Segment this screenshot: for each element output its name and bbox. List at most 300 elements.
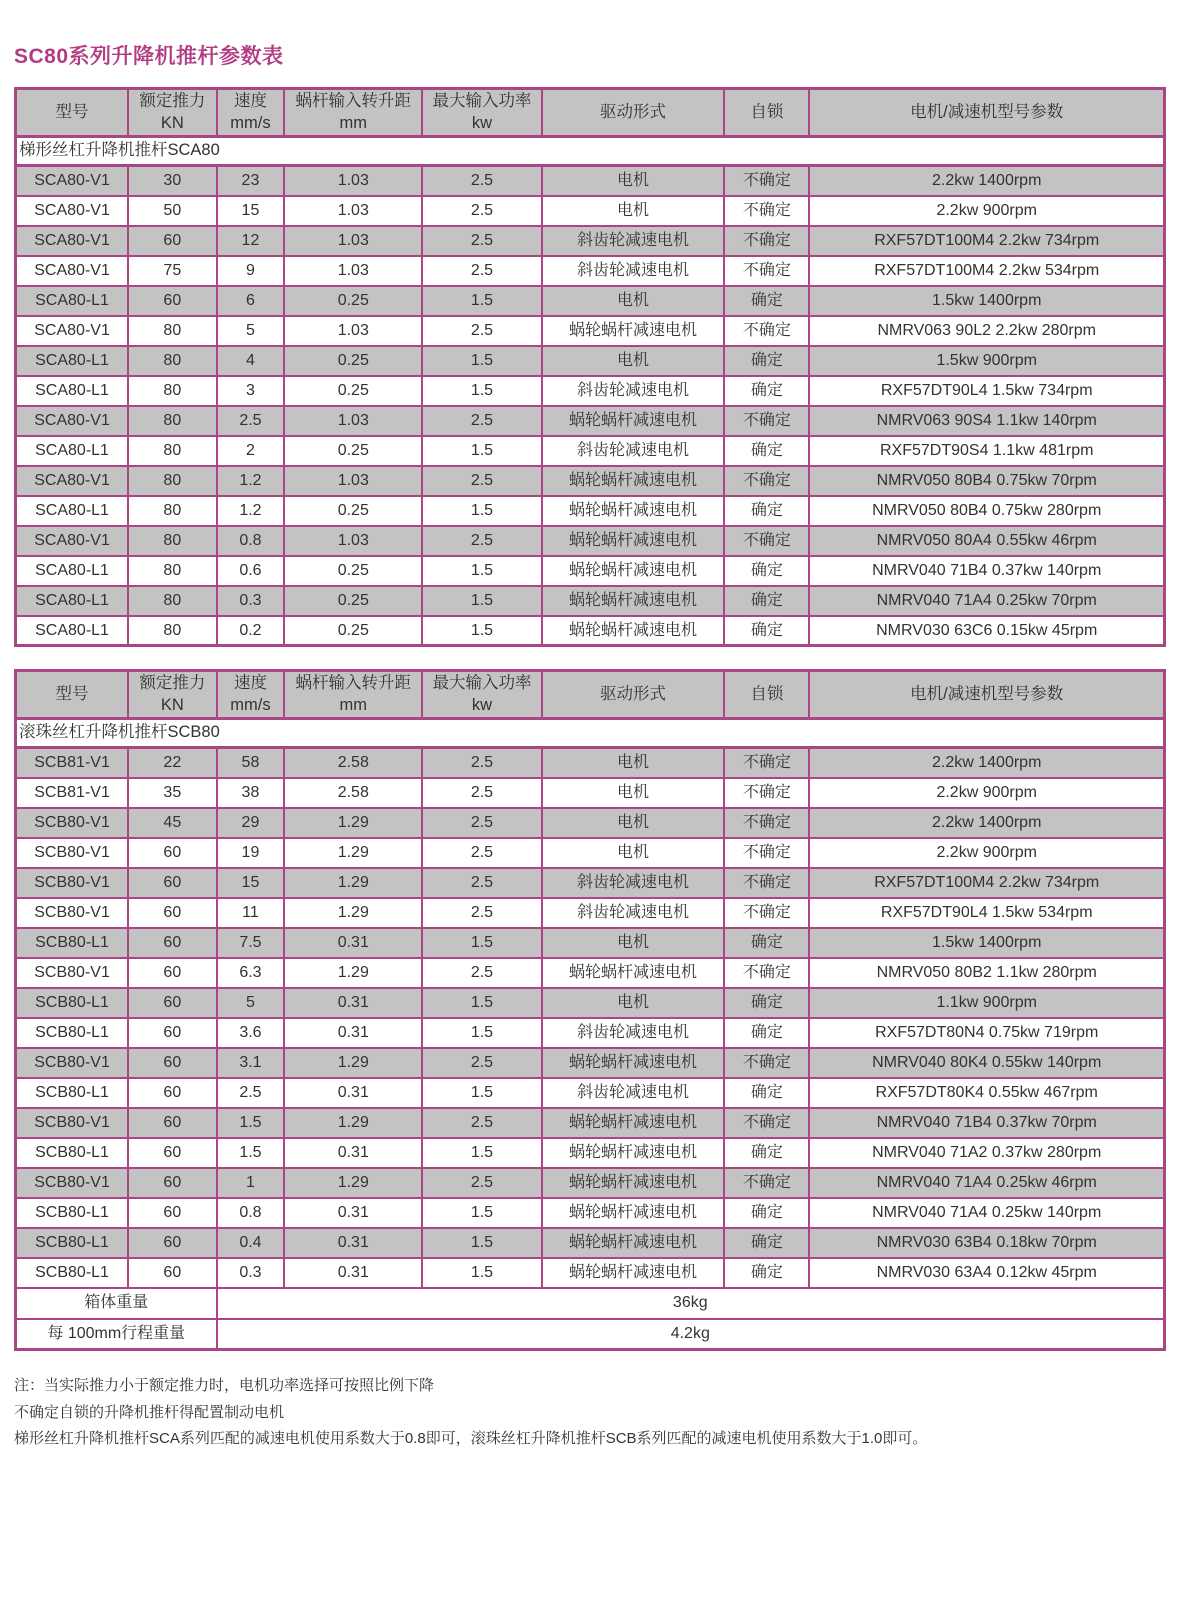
cell-model: SCB80-L1: [16, 1138, 129, 1168]
cell-max-power: 1.5: [422, 496, 541, 526]
cell-model: SCB80-L1: [16, 1198, 129, 1228]
cell-lead: 0.25: [284, 586, 422, 616]
cell-motor-spec: 2.2kw 1400rpm: [809, 808, 1164, 838]
cell-max-power: 2.5: [422, 166, 541, 196]
cell-rated-force: 50: [128, 196, 216, 226]
cell-rated-force: 60: [128, 286, 216, 316]
cell-motor-spec: 2.2kw 900rpm: [809, 838, 1164, 868]
cell-motor-spec: NMRV030 63C6 0.15kw 45rpm: [809, 616, 1164, 646]
table-row: [16, 778, 1165, 808]
cell-lead: 1.29: [284, 958, 422, 988]
cell-lead: 1.29: [284, 838, 422, 868]
cell-max-power: 2.5: [422, 316, 541, 346]
cell-self-lock: 不确定: [724, 838, 809, 868]
column-header-motor-spec: 电机/减速机型号参数: [809, 89, 1164, 137]
cell-lead: 0.31: [284, 1228, 422, 1258]
cell-model: SCA80-L1: [16, 436, 129, 466]
cell-drive-type: 蜗轮蜗杆减速电机: [542, 466, 725, 496]
cell-motor-spec: RXF57DT90L4 1.5kw 534rpm: [809, 898, 1164, 928]
cell-rated-force: 80: [128, 316, 216, 346]
cell-drive-type: 电机: [542, 838, 725, 868]
table-row: [16, 868, 1165, 898]
cell-rated-force: 60: [128, 1138, 216, 1168]
cell-max-power: 2.5: [422, 406, 541, 436]
cell-self-lock: 确定: [724, 1258, 809, 1288]
cell-drive-type: 斜齿轮减速电机: [542, 376, 725, 406]
cell-self-lock: 不确定: [724, 778, 809, 808]
cell-speed: 38: [217, 778, 285, 808]
cell-self-lock: 确定: [724, 586, 809, 616]
table-row: [16, 1078, 1165, 1108]
cell-model: SCA80-V1: [16, 226, 129, 256]
cell-lead: 0.25: [284, 496, 422, 526]
cell-motor-spec: NMRV050 80B2 1.1kw 280rpm: [809, 958, 1164, 988]
cell-drive-type: 斜齿轮减速电机: [542, 898, 725, 928]
cell-model: SCB80-V1: [16, 1108, 129, 1138]
cell-rated-force: 80: [128, 376, 216, 406]
cell-motor-spec: NMRV040 80K4 0.55kw 140rpm: [809, 1048, 1164, 1078]
cell-self-lock: 不确定: [724, 166, 809, 196]
cell-lead: 0.31: [284, 1198, 422, 1228]
cell-lead: 1.03: [284, 406, 422, 436]
column-header-self-lock: 自锁: [724, 89, 809, 137]
section-row: [16, 719, 1165, 748]
cell-lead: 1.03: [284, 166, 422, 196]
cell-motor-spec: NMRV040 71A2 0.37kw 280rpm: [809, 1138, 1164, 1168]
footer-label: 每 100mm行程重量: [16, 1319, 217, 1350]
cell-motor-spec: NMRV040 71B4 0.37kw 140rpm: [809, 556, 1164, 586]
cell-drive-type: 蜗轮蜗杆减速电机: [542, 406, 725, 436]
cell-speed: 3: [217, 376, 285, 406]
cell-self-lock: 确定: [724, 928, 809, 958]
table-row: [16, 958, 1165, 988]
cell-motor-spec: NMRV040 71A4 0.25kw 46rpm: [809, 1168, 1164, 1198]
cell-lead: 0.31: [284, 1138, 422, 1168]
cell-drive-type: 蜗轮蜗杆减速电机: [542, 1048, 725, 1078]
cell-model: SCA80-L1: [16, 616, 129, 646]
cell-motor-spec: NMRV030 63B4 0.18kw 70rpm: [809, 1228, 1164, 1258]
cell-self-lock: 不确定: [724, 868, 809, 898]
cell-drive-type: 电机: [542, 988, 725, 1018]
cell-motor-spec: RXF57DT100M4 2.2kw 534rpm: [809, 256, 1164, 286]
cell-speed: 3.1: [217, 1048, 285, 1078]
cell-model: SCA80-V1: [16, 526, 129, 556]
cell-drive-type: 电机: [542, 778, 725, 808]
cell-max-power: 1.5: [422, 1078, 541, 1108]
cell-model: SCB80-V1: [16, 898, 129, 928]
cell-motor-spec: NMRV040 71A4 0.25kw 70rpm: [809, 586, 1164, 616]
cell-lead: 1.03: [284, 316, 422, 346]
cell-rated-force: 22: [128, 748, 216, 778]
table-row: [16, 1168, 1165, 1198]
column-header-rated-force: 额定推力 KN: [128, 671, 216, 719]
cell-rated-force: 80: [128, 496, 216, 526]
cell-motor-spec: 2.2kw 1400rpm: [809, 166, 1164, 196]
table-row: [16, 616, 1165, 646]
table-row: [16, 406, 1165, 436]
column-header-drive-type: 驱动形式: [542, 89, 725, 137]
cell-max-power: 1.5: [422, 988, 541, 1018]
cell-max-power: 1.5: [422, 376, 541, 406]
cell-max-power: 2.5: [422, 838, 541, 868]
cell-drive-type: 斜齿轮减速电机: [542, 226, 725, 256]
cell-speed: 6: [217, 286, 285, 316]
cell-rated-force: 60: [128, 868, 216, 898]
cell-speed: 4: [217, 346, 285, 376]
header-row: [16, 89, 1165, 137]
cell-drive-type: 蜗轮蜗杆减速电机: [542, 1138, 725, 1168]
section-label: 滚珠丝杠升降机推杆SCB80: [16, 719, 1165, 748]
cell-max-power: 1.5: [422, 928, 541, 958]
table-row: [16, 526, 1165, 556]
cell-drive-type: 蜗轮蜗杆减速电机: [542, 586, 725, 616]
table-row: [16, 256, 1165, 286]
cell-motor-spec: 2.2kw 1400rpm: [809, 748, 1164, 778]
cell-model: SCB80-L1: [16, 1228, 129, 1258]
cell-lead: 0.25: [284, 286, 422, 316]
cell-self-lock: 不确定: [724, 406, 809, 436]
cell-drive-type: 斜齿轮减速电机: [542, 1018, 725, 1048]
cell-drive-type: 蜗轮蜗杆减速电机: [542, 1228, 725, 1258]
cell-rated-force: 60: [128, 1018, 216, 1048]
cell-rated-force: 60: [128, 1168, 216, 1198]
cell-speed: 29: [217, 808, 285, 838]
cell-speed: 1.2: [217, 496, 285, 526]
cell-speed: 5: [217, 316, 285, 346]
cell-max-power: 2.5: [422, 958, 541, 988]
footer-label: 箱体重量: [16, 1288, 217, 1319]
cell-self-lock: 不确定: [724, 1108, 809, 1138]
cell-lead: 1.29: [284, 1048, 422, 1078]
footnote-line: 梯形丝杠升降机推杆SCA系列匹配的减速电机使用系数大于0.8即可，滚珠丝杠升降机推杆SCB系列匹配的减速电机使用系数大于1.0即可。: [14, 1430, 928, 1448]
cell-speed: 2: [217, 436, 285, 466]
cell-drive-type: 蜗轮蜗杆减速电机: [542, 1168, 725, 1198]
cell-drive-type: 斜齿轮减速电机: [542, 868, 725, 898]
cell-drive-type: 蜗轮蜗杆减速电机: [542, 1198, 725, 1228]
cell-lead: 0.25: [284, 436, 422, 466]
table-row: [16, 586, 1165, 616]
cell-rated-force: 60: [128, 1078, 216, 1108]
cell-lead: 0.31: [284, 928, 422, 958]
cell-motor-spec: NMRV050 80B4 0.75kw 280rpm: [809, 496, 1164, 526]
cell-self-lock: 不确定: [724, 256, 809, 286]
cell-model: SCA80-V1: [16, 406, 129, 436]
table-row: [16, 496, 1165, 526]
cell-model: SCB80-V1: [16, 958, 129, 988]
cell-rated-force: 60: [128, 1258, 216, 1288]
cell-self-lock: 确定: [724, 1138, 809, 1168]
table-row: [16, 928, 1165, 958]
column-header-self-lock: 自锁: [724, 671, 809, 719]
cell-model: SCB80-L1: [16, 1018, 129, 1048]
cell-max-power: 2.5: [422, 196, 541, 226]
cell-max-power: 1.5: [422, 436, 541, 466]
table-row: [16, 286, 1165, 316]
table-row: [16, 346, 1165, 376]
cell-lead: 1.03: [284, 196, 422, 226]
cell-self-lock: 确定: [724, 1018, 809, 1048]
cell-speed: 23: [217, 166, 285, 196]
cell-model: SCB80-V1: [16, 868, 129, 898]
column-header-lead: 蜗杆输入转升距 mm: [284, 671, 422, 719]
footer-value: 4.2kg: [217, 1319, 1165, 1350]
column-header-model: 型号: [16, 89, 129, 137]
cell-self-lock: 不确定: [724, 808, 809, 838]
table-row: [16, 556, 1165, 586]
column-header-max-power: 最大输入功率 kw: [422, 89, 541, 137]
cell-max-power: 2.5: [422, 256, 541, 286]
cell-motor-spec: NMRV063 90S4 1.1kw 140rpm: [809, 406, 1164, 436]
cell-lead: 0.31: [284, 1258, 422, 1288]
cell-model: SCA80-L1: [16, 556, 129, 586]
cell-rated-force: 80: [128, 346, 216, 376]
cell-max-power: 1.5: [422, 556, 541, 586]
cell-max-power: 2.5: [422, 1048, 541, 1078]
cell-max-power: 1.5: [422, 1228, 541, 1258]
cell-model: SCB81-V1: [16, 748, 129, 778]
cell-self-lock: 确定: [724, 1198, 809, 1228]
cell-model: SCB80-L1: [16, 928, 129, 958]
cell-motor-spec: NMRV050 80A4 0.55kw 46rpm: [809, 526, 1164, 556]
cell-self-lock: 确定: [724, 556, 809, 586]
cell-rated-force: 80: [128, 586, 216, 616]
cell-rated-force: 30: [128, 166, 216, 196]
footer-value: 36kg: [217, 1288, 1165, 1319]
cell-rated-force: 80: [128, 616, 216, 646]
cell-self-lock: 不确定: [724, 196, 809, 226]
cell-motor-spec: 2.2kw 900rpm: [809, 196, 1164, 226]
cell-drive-type: 蜗轮蜗杆减速电机: [542, 616, 725, 646]
column-header-model: 型号: [16, 671, 129, 719]
column-header-motor-spec: 电机/减速机型号参数: [809, 671, 1164, 719]
cell-model: SCA80-V1: [16, 256, 129, 286]
cell-self-lock: 确定: [724, 436, 809, 466]
cell-speed: 1.5: [217, 1108, 285, 1138]
cell-max-power: 1.5: [422, 286, 541, 316]
cell-drive-type: 蜗轮蜗杆减速电机: [542, 526, 725, 556]
cell-drive-type: 斜齿轮减速电机: [542, 256, 725, 286]
scb80-spec-table: [14, 669, 1166, 1351]
cell-drive-type: 蜗轮蜗杆减速电机: [542, 958, 725, 988]
cell-speed: 2.5: [217, 1078, 285, 1108]
cell-lead: 1.03: [284, 226, 422, 256]
cell-lead: 1.29: [284, 898, 422, 928]
cell-max-power: 1.5: [422, 1018, 541, 1048]
cell-self-lock: 不确定: [724, 898, 809, 928]
cell-speed: 15: [217, 868, 285, 898]
cell-motor-spec: 2.2kw 900rpm: [809, 778, 1164, 808]
cell-speed: 0.2: [217, 616, 285, 646]
cell-motor-spec: RXF57DT90L4 1.5kw 734rpm: [809, 376, 1164, 406]
cell-speed: 3.6: [217, 1018, 285, 1048]
cell-model: SCB80-V1: [16, 1048, 129, 1078]
cell-rated-force: 80: [128, 466, 216, 496]
column-header-speed: 速度 mm/s: [217, 671, 285, 719]
cell-self-lock: 不确定: [724, 1048, 809, 1078]
cell-model: SCA80-V1: [16, 166, 129, 196]
cell-model: SCA80-V1: [16, 196, 129, 226]
cell-max-power: 1.5: [422, 346, 541, 376]
table-row: [16, 988, 1165, 1018]
cell-drive-type: 蜗轮蜗杆减速电机: [542, 556, 725, 586]
cell-self-lock: 确定: [724, 376, 809, 406]
table-row: [16, 466, 1165, 496]
cell-speed: 7.5: [217, 928, 285, 958]
cell-model: SCA80-V1: [16, 466, 129, 496]
cell-drive-type: 蜗轮蜗杆减速电机: [542, 1108, 725, 1138]
cell-lead: 0.25: [284, 556, 422, 586]
cell-drive-type: 斜齿轮减速电机: [542, 1078, 725, 1108]
cell-model: SCA80-L1: [16, 586, 129, 616]
footer-row: [16, 1288, 1165, 1319]
cell-self-lock: 不确定: [724, 1168, 809, 1198]
cell-self-lock: 不确定: [724, 958, 809, 988]
cell-lead: 1.29: [284, 1108, 422, 1138]
cell-self-lock: 不确定: [724, 226, 809, 256]
table-row: [16, 748, 1165, 778]
cell-rated-force: 60: [128, 1198, 216, 1228]
table-row: [16, 1138, 1165, 1168]
cell-lead: 1.03: [284, 466, 422, 496]
cell-model: SCA80-V1: [16, 316, 129, 346]
table-row: [16, 1048, 1165, 1078]
cell-max-power: 2.5: [422, 748, 541, 778]
table-row: [16, 838, 1165, 868]
cell-drive-type: 电机: [542, 928, 725, 958]
cell-rated-force: 60: [128, 928, 216, 958]
cell-lead: 1.03: [284, 526, 422, 556]
cell-rated-force: 60: [128, 1048, 216, 1078]
cell-rated-force: 60: [128, 988, 216, 1018]
table-row: [16, 898, 1165, 928]
cell-model: SCB80-V1: [16, 1168, 129, 1198]
cell-self-lock: 不确定: [724, 526, 809, 556]
cell-max-power: 2.5: [422, 808, 541, 838]
cell-max-power: 2.5: [422, 778, 541, 808]
page-title: SC80系列升降机推杆参数表: [14, 45, 284, 68]
cell-lead: 0.25: [284, 346, 422, 376]
footnote-line: 注：当实际推力小于额定推力时，电机功率选择可按照比例下降: [14, 1377, 435, 1394]
column-header-drive-type: 驱动形式: [542, 671, 725, 719]
cell-rated-force: 60: [128, 226, 216, 256]
cell-self-lock: 不确定: [724, 466, 809, 496]
cell-rated-force: 75: [128, 256, 216, 286]
cell-lead: 0.31: [284, 988, 422, 1018]
header-row: [16, 671, 1165, 719]
footer-row: [16, 1319, 1165, 1350]
cell-motor-spec: RXF57DT80K4 0.55kw 467rpm: [809, 1078, 1164, 1108]
cell-motor-spec: 1.5kw 1400rpm: [809, 928, 1164, 958]
cell-drive-type: 电机: [542, 346, 725, 376]
table-row: [16, 166, 1165, 196]
footnotes: [14, 1373, 1166, 1453]
cell-lead: 2.58: [284, 748, 422, 778]
cell-motor-spec: NMRV063 90L2 2.2kw 280rpm: [809, 316, 1164, 346]
cell-speed: 19: [217, 838, 285, 868]
cell-lead: 0.25: [284, 376, 422, 406]
cell-lead: 0.31: [284, 1078, 422, 1108]
cell-motor-spec: RXF57DT100M4 2.2kw 734rpm: [809, 226, 1164, 256]
cell-speed: 12: [217, 226, 285, 256]
cell-lead: 0.25: [284, 616, 422, 646]
cell-self-lock: 确定: [724, 1078, 809, 1108]
cell-speed: 0.3: [217, 1258, 285, 1288]
cell-motor-spec: NMRV050 80B4 0.75kw 70rpm: [809, 466, 1164, 496]
cell-speed: 58: [217, 748, 285, 778]
cell-max-power: 2.5: [422, 526, 541, 556]
cell-drive-type: 蜗轮蜗杆减速电机: [542, 316, 725, 346]
cell-drive-type: 斜齿轮减速电机: [542, 436, 725, 466]
cell-rated-force: 60: [128, 1228, 216, 1258]
cell-speed: 1: [217, 1168, 285, 1198]
cell-motor-spec: RXF57DT100M4 2.2kw 734rpm: [809, 868, 1164, 898]
cell-lead: 1.29: [284, 1168, 422, 1198]
cell-self-lock: 不确定: [724, 316, 809, 346]
cell-rated-force: 45: [128, 808, 216, 838]
cell-max-power: 1.5: [422, 1258, 541, 1288]
table-row: [16, 1258, 1165, 1288]
section-label: 梯形丝杠升降机推杆SCA80: [16, 137, 1165, 166]
table-row: [16, 1018, 1165, 1048]
table-row: [16, 376, 1165, 406]
cell-max-power: 2.5: [422, 466, 541, 496]
cell-motor-spec: RXF57DT80N4 0.75kw 719rpm: [809, 1018, 1164, 1048]
cell-speed: 0.6: [217, 556, 285, 586]
cell-drive-type: 电机: [542, 808, 725, 838]
cell-max-power: 1.5: [422, 1138, 541, 1168]
cell-speed: 6.3: [217, 958, 285, 988]
cell-self-lock: 确定: [724, 286, 809, 316]
cell-self-lock: 确定: [724, 616, 809, 646]
table-row: [16, 226, 1165, 256]
cell-rated-force: 60: [128, 898, 216, 928]
cell-drive-type: 电机: [542, 196, 725, 226]
cell-motor-spec: 1.5kw 900rpm: [809, 346, 1164, 376]
cell-speed: 0.8: [217, 526, 285, 556]
cell-lead: 1.29: [284, 868, 422, 898]
cell-model: SCA80-L1: [16, 286, 129, 316]
cell-speed: 2.5: [217, 406, 285, 436]
cell-speed: 11: [217, 898, 285, 928]
cell-max-power: 2.5: [422, 898, 541, 928]
table-row: [16, 1108, 1165, 1138]
cell-model: SCB80-V1: [16, 808, 129, 838]
cell-rated-force: 80: [128, 406, 216, 436]
column-header-rated-force: 额定推力 KN: [128, 89, 216, 137]
cell-max-power: 1.5: [422, 616, 541, 646]
cell-max-power: 2.5: [422, 868, 541, 898]
cell-speed: 0.4: [217, 1228, 285, 1258]
table-row: [16, 436, 1165, 466]
cell-drive-type: 蜗轮蜗杆减速电机: [542, 1258, 725, 1288]
cell-speed: 15: [217, 196, 285, 226]
cell-motor-spec: 1.1kw 900rpm: [809, 988, 1164, 1018]
cell-motor-spec: NMRV040 71B4 0.37kw 70rpm: [809, 1108, 1164, 1138]
cell-max-power: 1.5: [422, 1198, 541, 1228]
cell-rated-force: 60: [128, 838, 216, 868]
cell-max-power: 2.5: [422, 1168, 541, 1198]
cell-rated-force: 80: [128, 526, 216, 556]
cell-model: SCB81-V1: [16, 778, 129, 808]
cell-motor-spec: NMRV040 71A4 0.25kw 140rpm: [809, 1198, 1164, 1228]
cell-self-lock: 不确定: [724, 748, 809, 778]
cell-motor-spec: 1.5kw 1400rpm: [809, 286, 1164, 316]
cell-speed: 1.5: [217, 1138, 285, 1168]
section-row: [16, 137, 1165, 166]
cell-self-lock: 确定: [724, 496, 809, 526]
cell-self-lock: 确定: [724, 988, 809, 1018]
cell-self-lock: 确定: [724, 346, 809, 376]
